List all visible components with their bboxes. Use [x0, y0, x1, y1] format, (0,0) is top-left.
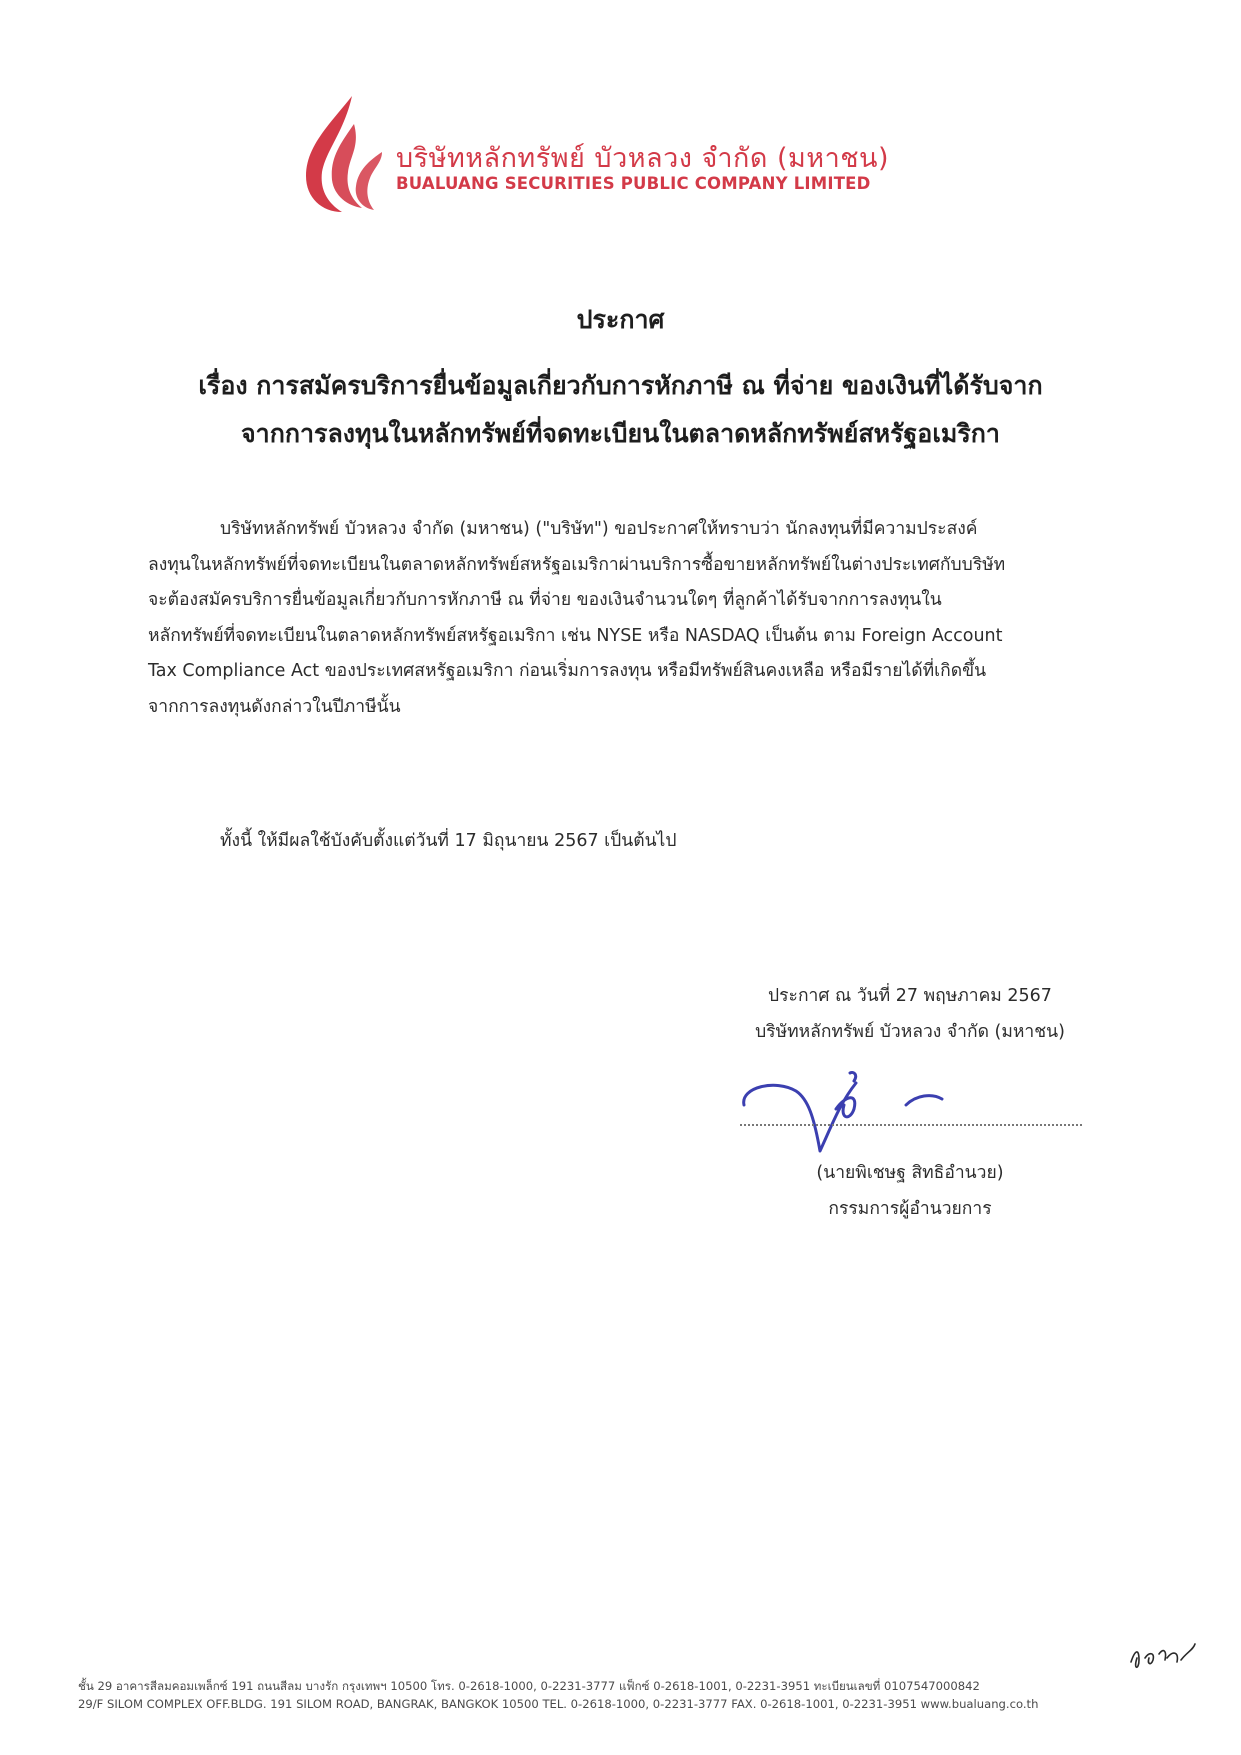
body-paragraph [148, 512, 1093, 725]
subject-line-2: จากการลงทุนในหลักทรัพย์ที่จดทะเบียนในตลาดหลักทรัพย์สหรัฐอเมริกา [241, 419, 1000, 448]
body-line: หลักทรัพย์ที่จดทะเบียนในตลาดหลักทรัพย์สหรัฐอเมริกา เช่น NYSE หรือ NASDAQ เป็นต้น ตาม Foreign Account [148, 625, 1003, 646]
announcement-heading: ประกาศ [576, 305, 665, 334]
signer-title: กรรมการผู้อำนวยการ [828, 1199, 992, 1219]
address-th: ชั้น 29 อาคารสีลมคอมเพล็กซ์ 191 ถนนสีลม บางรัก กรุงเทพฯ 10500 โทร. 0-2618-1000, 0-2231-3777 แฟ็กซ์ 0-2618-1001, 0-2231-3951 ทะเบียนเลขที่ 0107547000842 [78, 1679, 980, 1693]
letterhead [300, 94, 980, 214]
body-line: ลงทุนในหลักทรัพย์ที่จดทะเบียนในตลาดหลักทรัพย์สหรัฐอเมริกาผ่านบริการซื้อขายหลักทรัพย์ในต่างประเทศกับบริษัท [148, 554, 1006, 575]
address-en: 29/F SILOM COMPLEX OFF.BLDG. 191 SILOM ROAD, BANGRAK, BANGKOK 10500 TEL. 0-2618-1000, 0-2231-3777 FAX. 0-2618-1001, 0-2231-3951 www.bualuang.co.th [78, 1697, 1039, 1711]
signer-block [700, 1155, 1120, 1227]
handwritten-initials [1127, 1640, 1199, 1674]
announcement-date: ประกาศ ณ วันที่ 27 พฤษภาคม 2567 [768, 986, 1052, 1006]
body-line: บริษัทหลักทรัพย์ บัวหลวง จำกัด (มหาชน) ("บริษัท") ขอประกาศให้ทราบว่า นักลงทุนที่มีความประสงค์ [220, 519, 978, 539]
signature-date-block [700, 978, 1120, 1050]
effective-date-statement: ทั้งนี้ ให้มีผลใช้บังคับตั้งแต่วันที่ 17 มิถุนายน 2567 เป็นต้นไป [220, 831, 677, 851]
company-name-th: บริษัทหลักทรัพย์ บัวหลวง จำกัด (มหาชน) [396, 143, 890, 174]
body-line: จากการลงทุนดังกล่าวในปีภาษีนั้น [148, 696, 401, 717]
body-line: จะต้องสมัครบริการยื่นข้อมูลเกี่ยวกับการหักภาษี ณ ที่จ่าย ของเงินจำนวนใดๆ ที่ลูกค้าได้รับจากการลงทุนใน [148, 590, 942, 610]
body-line: Tax Compliance Act ของประเทศสหรัฐอเมริกา ก่อนเริ่มการลงทุน หรือมีทรัพย์สินคงเหลือ หรือมีรายได้ที่เกิดขึ้น [148, 661, 987, 681]
signer-name: (นายพิเชษฐ สิทธิอำนวย) [816, 1163, 1004, 1183]
subject-line-1: เรื่อง การสมัครบริการยื่นข้อมูลเกี่ยวกับการหักภาษี ณ ที่จ่าย ของเงินที่ได้รับจาก [198, 371, 1043, 400]
handwritten-signature [736, 1065, 956, 1155]
signature-line [740, 1124, 1082, 1126]
company-address-footer [78, 1677, 1038, 1713]
signing-company: บริษัทหลักทรัพย์ บัวหลวง จำกัด (มหาชน) [755, 1022, 1065, 1042]
lotus-petal-logo-icon [300, 94, 388, 214]
announcement-subject [0, 362, 1241, 458]
company-name-en: BUALUANG SECURITIES PUBLIC COMPANY LIMITED [396, 174, 871, 193]
